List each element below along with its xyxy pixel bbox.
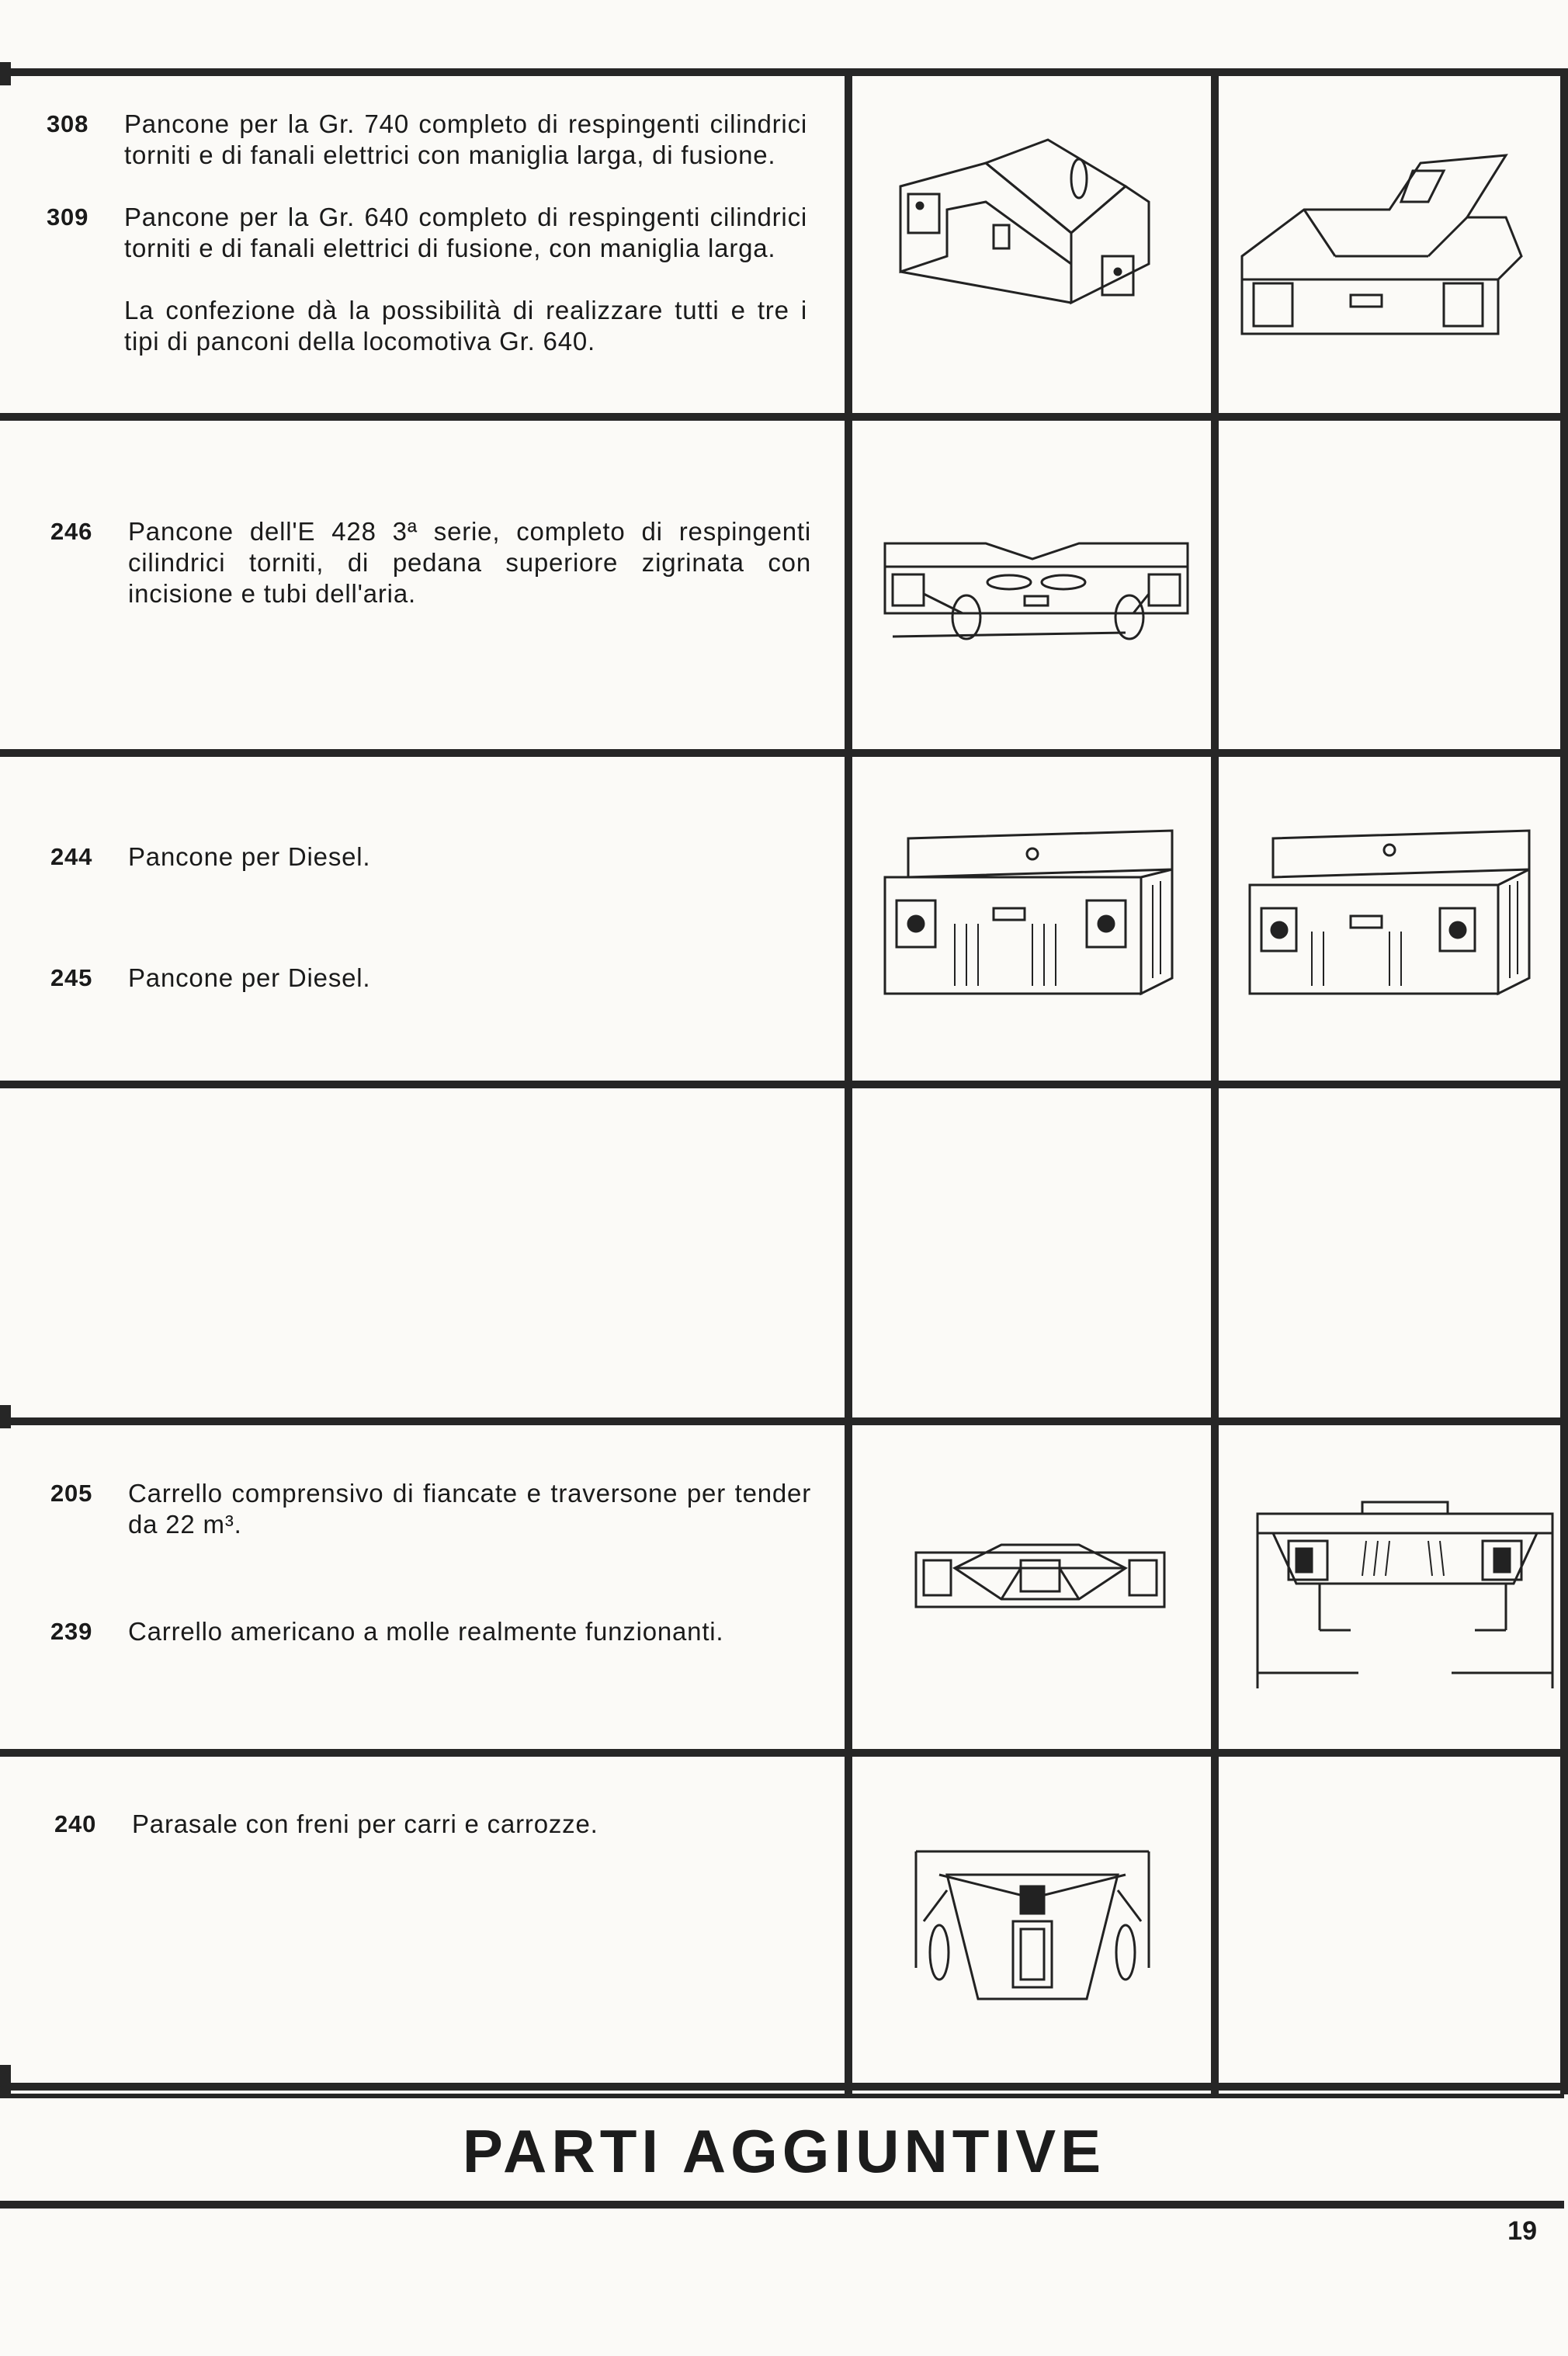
rule-3: [0, 1081, 1564, 1088]
pancone-diesel-244-drawing: [877, 823, 1188, 1009]
pancone-gr740-drawing: [893, 124, 1188, 349]
item-code: 240: [54, 1810, 97, 1837]
catalog-item-245: [50, 963, 811, 994]
catalog-item-note: [47, 295, 807, 357]
left-margin-mark: [0, 62, 11, 85]
item-description: Carrello americano a molle realmente funzionanti.: [128, 1617, 724, 1646]
rule-4: [0, 1417, 1564, 1425]
item-code: 205: [50, 1480, 93, 1507]
rule-8: [0, 2201, 1564, 2209]
pancone-diesel-245-drawing: [1242, 823, 1537, 1009]
carrello-tender-drawing: [908, 1537, 1172, 1630]
catalog-item-205: [50, 1478, 811, 1540]
section-title: PARTI AGGIUNTIVE: [462, 2117, 1106, 2185]
item-description: Pancone per la Gr. 740 completo di respingenti cilindrici torniti e di fanali elettrici con maniglia larga, di fusione.: [124, 109, 807, 169]
left-margin-mark: [0, 1405, 11, 1428]
item-description: Carrello comprensivo di fiancate e traversone per tender da 22 m³.: [128, 1479, 811, 1539]
rule-top: [0, 68, 1564, 76]
item-code: 308: [47, 110, 89, 137]
rule-7: [0, 2094, 1564, 2098]
item-code: 309: [47, 203, 89, 231]
parasale-freni-drawing: [908, 1844, 1157, 2007]
column-divider-1: [845, 68, 852, 2094]
rule-2: [0, 749, 1564, 757]
pancone-gr640-drawing: [1234, 140, 1529, 349]
rule-1: [0, 413, 1564, 421]
catalog-item-246: [50, 516, 811, 609]
item-description: Pancone per la Gr. 640 completo di respingenti cilindrici torniti e di fanali elettrici di fusione, con maniglia larga.: [124, 203, 807, 262]
item-description: Pancone per Diesel.: [128, 963, 371, 992]
catalog-item-240: [54, 1809, 815, 1840]
catalog-item-244: [50, 841, 811, 873]
column-divider-right: [1560, 68, 1568, 2094]
item-code: 239: [50, 1618, 93, 1645]
catalog-item-239: [50, 1616, 811, 1647]
item-description: Parasale con freni per carri e carrozze.: [132, 1810, 598, 1838]
item-code: 245: [50, 964, 93, 991]
left-margin-mark: [0, 2065, 11, 2096]
catalog-item-308: [47, 109, 807, 171]
column-divider-2: [1211, 68, 1219, 2094]
pancone-e428-drawing: [877, 528, 1195, 652]
item-code: 244: [50, 843, 93, 870]
catalog-item-309: [47, 202, 807, 264]
item-description: Pancone per Diesel.: [128, 842, 371, 871]
item-code: 246: [50, 518, 93, 545]
item-description: Pancone dell'E 428 3ª serie, completo di respingenti cilindrici torniti, di pedana superiore zigrinata con incisione e tubi dell'aria.: [128, 517, 811, 608]
item-description: La confezione dà la possibilità di realizzare tutti e tre i tipi di panconi della locomotiva Gr. 640.: [124, 296, 807, 356]
rule-6: [0, 2083, 1564, 2091]
page-number: 19: [1507, 2216, 1537, 2246]
rule-5: [0, 1749, 1564, 1757]
carrello-americano-drawing: [1250, 1498, 1560, 1692]
